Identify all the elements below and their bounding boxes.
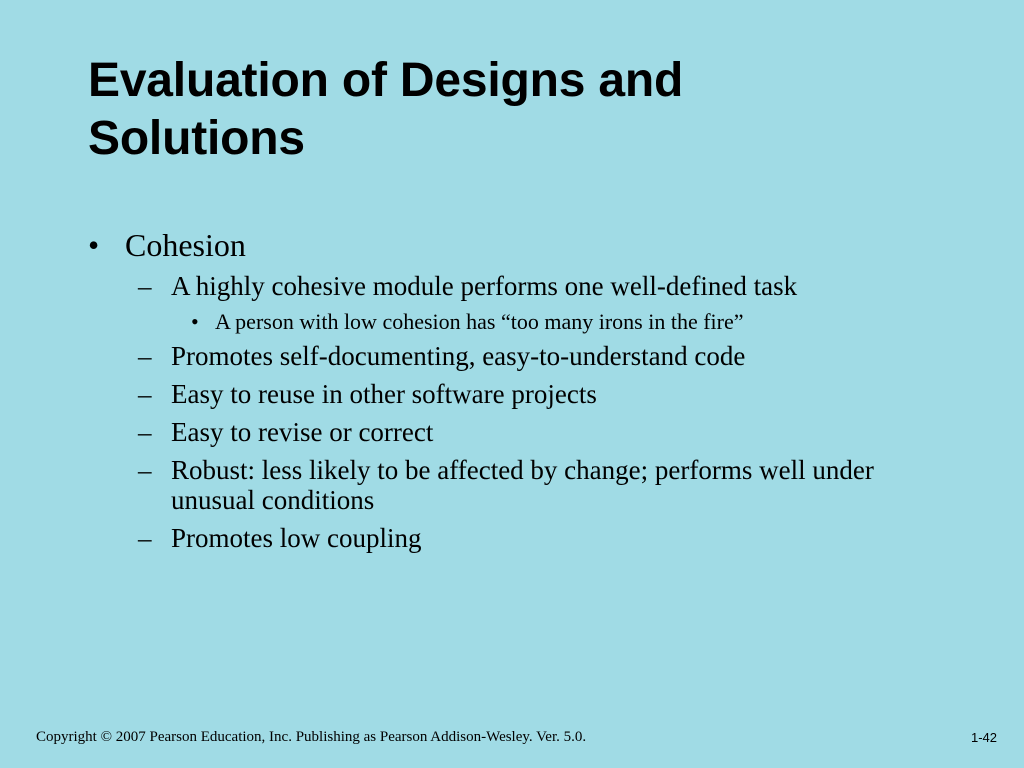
sub-bullet-text: A highly cohesive module performs one well-defined task <box>171 271 798 301</box>
slide-title-line-1: Evaluation of Designs and <box>88 54 684 107</box>
sub-sub-bullet-text: A person with low cohesion has “too many irons in the fire” <box>215 309 744 334</box>
slide-title-line-2: Solutions <box>88 112 305 165</box>
dash-marker: – <box>138 523 152 553</box>
sub-bullet-text: Robust: less likely to be affected by change; performs well under <box>171 455 874 485</box>
dash-marker: – <box>138 417 152 447</box>
sub-bullet-text: Promotes low coupling <box>171 523 422 553</box>
sub-bullet-text: Easy to reuse in other software projects <box>171 379 597 409</box>
bullet-marker: • <box>191 309 199 334</box>
sub-bullet-continuation-text: unusual conditions <box>171 485 375 515</box>
dash-marker: – <box>138 379 152 409</box>
dash-marker: – <box>138 341 152 371</box>
footer-copyright: Copyright © 2007 Pearson Education, Inc. Publishing as Pearson Addison-Wesley. Ver. 5.0. <box>36 729 587 745</box>
sub-bullet-text: Promotes self-documenting, easy-to-understand code <box>171 341 746 371</box>
dash-marker: – <box>138 271 152 301</box>
page-number: 1-42 <box>970 730 997 745</box>
dash-marker: – <box>138 455 152 485</box>
bullet-marker: • <box>88 227 100 263</box>
sub-bullet-text: Easy to revise or correct <box>171 417 434 447</box>
bullet-text: Cohesion <box>125 227 246 263</box>
slide-title <box>88 52 948 168</box>
